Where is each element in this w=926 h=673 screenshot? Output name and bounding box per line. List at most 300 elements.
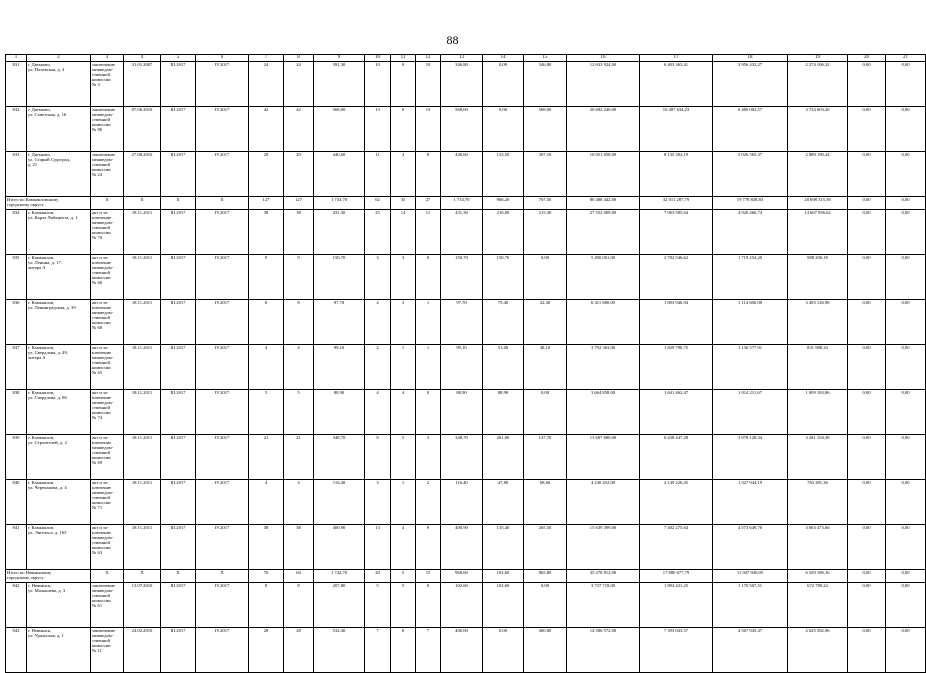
table-cell: 28 698 315,38 bbox=[788, 197, 848, 210]
table-cell: 3 663 473,66 bbox=[788, 525, 848, 570]
table-cell: 24.02.2010 bbox=[124, 628, 161, 673]
column-number-cell: 13 bbox=[441, 55, 483, 62]
table-cell: 0,00 bbox=[524, 390, 567, 435]
column-number-cell: 19 bbox=[788, 55, 848, 62]
table-cell: 348,70 bbox=[441, 435, 483, 480]
table-cell: 3 664 858,00 bbox=[567, 390, 640, 435]
table-cell: 0,00 bbox=[886, 300, 926, 345]
column-number-cell: 12 bbox=[416, 55, 441, 62]
table-cell: III.2017 bbox=[161, 480, 196, 525]
column-number-cell: 4 bbox=[124, 55, 161, 62]
table-cell: 0,00 bbox=[886, 583, 926, 628]
table-cell: 97,70 bbox=[314, 300, 365, 345]
table-cell: X bbox=[196, 197, 249, 210]
address-cell: г. Камышлов, ул. Энгельса, д. 165 bbox=[27, 525, 91, 570]
table-cell: 5 bbox=[391, 570, 416, 583]
table-cell: III.2017 bbox=[161, 435, 196, 480]
table-cell: X bbox=[91, 197, 124, 210]
table-cell: 207,80 bbox=[314, 583, 365, 628]
table-cell: 833 bbox=[6, 152, 27, 197]
table-cell: 431,30 bbox=[441, 210, 483, 255]
table-cell: 68,60 bbox=[524, 480, 567, 525]
column-number-cell: 1 bbox=[6, 55, 27, 62]
table-cell: 88,90 bbox=[483, 390, 524, 435]
table-cell: 9 bbox=[284, 255, 314, 300]
table-cell: 5 bbox=[391, 435, 416, 480]
table-cell: IV.2017 bbox=[196, 210, 249, 255]
table-cell: 1 bbox=[416, 300, 441, 345]
table-cell: 0,00 bbox=[848, 570, 886, 583]
table-cell: 15 639 399,00 bbox=[567, 525, 640, 570]
table-cell: 1 009 183,86 bbox=[788, 390, 848, 435]
table-cell: III.2017 bbox=[161, 107, 196, 152]
table-cell: 348,70 bbox=[314, 435, 365, 480]
table-cell: 4 bbox=[391, 525, 416, 570]
table-cell: 16 051 058,00 bbox=[567, 152, 640, 197]
table-row bbox=[6, 255, 926, 300]
subtotal-row bbox=[6, 570, 926, 583]
table-cell: 97,70 bbox=[441, 300, 483, 345]
table-cell: III.2017 bbox=[161, 152, 196, 197]
table-cell: 18.11.2011 bbox=[124, 300, 161, 345]
column-number-cell: 11 bbox=[391, 55, 416, 62]
table-cell: 10 487 634,23 bbox=[640, 107, 713, 152]
table-cell: X bbox=[161, 570, 196, 583]
table-cell: 2 625 582,96 bbox=[788, 628, 848, 673]
table-cell: X bbox=[161, 197, 196, 210]
table-cell: 0,00 bbox=[886, 255, 926, 300]
table-cell: 1 742,70 bbox=[314, 570, 365, 583]
table-cell: 22,30 bbox=[524, 300, 567, 345]
table-cell: 4 bbox=[249, 345, 284, 390]
document-cell: акт и за- ключение межведом- ственной комиссии № 69 bbox=[91, 435, 124, 480]
document-cell: акт и за- ключение межведом- ственной комиссии № 63 bbox=[91, 525, 124, 570]
column-number-cell: 17 bbox=[640, 55, 713, 62]
table-cell: 8 135 302,19 bbox=[640, 152, 713, 197]
table-cell: 38 bbox=[249, 210, 284, 255]
table-cell: 20 bbox=[365, 570, 391, 583]
table-cell: 0,00 bbox=[886, 390, 926, 435]
address-cell: г. Камышлов, ул. Ленина, д. 17, литера А bbox=[27, 255, 91, 300]
table-cell: 102,60 bbox=[483, 583, 524, 628]
table-row bbox=[6, 300, 926, 345]
table-cell: III.2017 bbox=[161, 525, 196, 570]
table-cell: 7 393 043,57 bbox=[640, 628, 713, 673]
table-cell: 6 350 186,16 bbox=[788, 570, 848, 583]
table-cell: 346,80 bbox=[441, 62, 483, 107]
table-cell: 133,50 bbox=[483, 152, 524, 197]
table-cell: 31.01.2007 bbox=[124, 62, 161, 107]
table-cell: 400,00 bbox=[441, 628, 483, 673]
table-cell: 24 bbox=[249, 62, 284, 107]
table-row bbox=[6, 107, 926, 152]
table-cell: 3 737 718,00 bbox=[567, 583, 640, 628]
table-cell: 99,10 bbox=[314, 345, 365, 390]
table-cell: 0 bbox=[391, 107, 416, 152]
table-cell: 835 bbox=[6, 255, 27, 300]
table-cell: 102,60 bbox=[483, 570, 524, 583]
table-cell: IV.2017 bbox=[196, 62, 249, 107]
table-cell: 0 bbox=[416, 390, 441, 435]
table-row bbox=[6, 628, 926, 673]
table-cell: 1 327 944,19 bbox=[713, 480, 788, 525]
table-cell: III.2017 bbox=[161, 300, 196, 345]
table-cell: 2 889 190,44 bbox=[788, 152, 848, 197]
column-number-cell: 14 bbox=[483, 55, 524, 62]
table-cell: 0 bbox=[391, 62, 416, 107]
table-cell: IV.2017 bbox=[196, 480, 249, 525]
table-cell: 2 274 106,32 bbox=[788, 62, 848, 107]
address-cell: г. Невьянск, ул. Уральская, д. 1 bbox=[27, 628, 91, 673]
table-cell: 13 697 680,00 bbox=[567, 435, 640, 480]
table-cell: 4 920 466,74 bbox=[713, 210, 788, 255]
table-cell: 842 bbox=[6, 583, 27, 628]
table-cell: 99,10 bbox=[441, 345, 483, 390]
table-cell: 832 bbox=[6, 107, 27, 152]
table-cell: 7 963 585,64 bbox=[640, 210, 713, 255]
table-cell: 127 bbox=[249, 197, 284, 210]
table-cell: 4 bbox=[284, 345, 314, 390]
table-cell: 4 bbox=[391, 390, 416, 435]
column-number-cell: 6 bbox=[196, 55, 249, 62]
table-row bbox=[6, 210, 926, 255]
table-cell: 672 789,24 bbox=[788, 583, 848, 628]
document-cell: заключение межведом- ственной комиссии № 11 bbox=[91, 628, 124, 673]
table-cell: 0,00 bbox=[886, 62, 926, 107]
table-cell: 0,00 bbox=[886, 628, 926, 673]
table-cell: IV.2017 bbox=[196, 107, 249, 152]
table-cell: 8 bbox=[416, 152, 441, 197]
table-cell: 27.08.2010 bbox=[124, 152, 161, 197]
table-row bbox=[6, 62, 926, 107]
table-cell: 5 490 001,00 bbox=[567, 255, 640, 300]
table-cell: IV.2017 bbox=[196, 628, 249, 673]
table-cell: 116,40 bbox=[441, 480, 483, 525]
table-cell: 0,00 bbox=[886, 210, 926, 255]
table-cell: 1 114 606,08 bbox=[713, 300, 788, 345]
table-cell: 0,00 bbox=[886, 570, 926, 583]
column-number-cell: 3 bbox=[91, 55, 124, 62]
document-cell: акт и за- ключение межведом- ственной комиссии № 70 bbox=[91, 210, 124, 255]
table-cell: 0,00 bbox=[848, 480, 886, 525]
table-cell: IV.2017 bbox=[196, 152, 249, 197]
table-cell: 1 bbox=[416, 345, 441, 390]
table-cell: 42 bbox=[249, 107, 284, 152]
address-cell: г. Дятьково, ул. Старый Судоград, д. 21 bbox=[27, 152, 91, 197]
table-cell: 150,70 bbox=[483, 255, 524, 300]
table-cell: 440,60 bbox=[441, 152, 483, 197]
table-cell: 14 bbox=[391, 210, 416, 255]
table-cell: 0 bbox=[391, 628, 416, 673]
table-cell: 1 829 796,75 bbox=[640, 345, 713, 390]
table-cell: X bbox=[124, 197, 161, 210]
table-cell: 18.11.2011 bbox=[124, 480, 161, 525]
table-cell: 0 bbox=[416, 255, 441, 300]
table-cell: 47,80 bbox=[483, 480, 524, 525]
table-cell: 841 bbox=[6, 525, 27, 570]
column-number-cell: 2 bbox=[27, 55, 91, 62]
document-cell: акт и за- ключение межведом- ственной комиссии № 65 bbox=[91, 345, 124, 390]
address-cell: г. Дятьково, ул. Советская, д. 16 bbox=[27, 107, 91, 152]
table-cell: X bbox=[196, 570, 249, 583]
table-cell: 0,00 bbox=[848, 210, 886, 255]
table-cell: 1 bbox=[391, 345, 416, 390]
table-cell: 127 bbox=[284, 197, 314, 210]
document-cell: заключение межведом- ственной комиссии № 3 bbox=[91, 62, 124, 107]
table-cell: 0,00 bbox=[524, 255, 567, 300]
address-cell: г. Камышлов, ул. Строителей, д. 2 bbox=[27, 435, 91, 480]
table-cell: 0,00 bbox=[848, 62, 886, 107]
table-cell: 0,00 bbox=[848, 255, 886, 300]
table-cell: 28 bbox=[249, 628, 284, 673]
column-number-cell: 16 bbox=[567, 55, 640, 62]
address-cell: г. Камышлов, ул. Черепанова, д. 4 bbox=[27, 480, 91, 525]
column-number-cell: 15 bbox=[524, 55, 567, 62]
table-row bbox=[6, 390, 926, 435]
table-cell: 0,00 bbox=[886, 345, 926, 390]
table-cell: IV.2017 bbox=[196, 345, 249, 390]
table-cell: 1 894 421,25 bbox=[640, 583, 713, 628]
subtotal-label: Итого по Камышловскому городскому округу bbox=[6, 197, 91, 210]
table-cell: 2 149 226,45 bbox=[640, 480, 713, 525]
table-cell: 88,90 bbox=[441, 390, 483, 435]
table-cell: 21 bbox=[284, 435, 314, 480]
table-cell: 18.11.2011 bbox=[124, 435, 161, 480]
column-number-cell: 7 bbox=[249, 55, 284, 62]
table-cell: 3 bbox=[365, 255, 391, 300]
table-cell: 0,00 bbox=[848, 628, 886, 673]
address-cell: г. Дятьково, ул. Полевская, д. 4 bbox=[27, 62, 91, 107]
table-cell: IV.2017 bbox=[196, 435, 249, 480]
table-cell: 76 bbox=[249, 570, 284, 583]
table-cell: 0,00 bbox=[848, 435, 886, 480]
table-cell: 988 200,18 bbox=[788, 255, 848, 300]
table-cell: 3 281 104,38 bbox=[788, 435, 848, 480]
table-cell: 3 bbox=[391, 300, 416, 345]
table-cell: 0,00 bbox=[848, 390, 886, 435]
table-cell: 38 bbox=[284, 210, 314, 255]
table-cell: 831 988,34 bbox=[788, 345, 848, 390]
table-cell: 6 411 680,00 bbox=[567, 300, 640, 345]
table-cell: 9 bbox=[416, 525, 441, 570]
table-cell: 0,00 bbox=[483, 62, 524, 107]
column-number-cell: 20 bbox=[848, 55, 886, 62]
table-cell: 13.07.2010 bbox=[124, 583, 161, 628]
table-cell: 763 281,36 bbox=[788, 480, 848, 525]
table-cell: 17 880 677,79 bbox=[640, 570, 713, 583]
table-cell: 837 bbox=[6, 345, 27, 390]
table-cell: 15 bbox=[416, 570, 441, 583]
address-cell: г. Камышлов, ул. Ленинградская, д. 39 bbox=[27, 300, 91, 345]
table-cell: 1 130 577,91 bbox=[713, 345, 788, 390]
column-number-cell: 21 bbox=[886, 55, 926, 62]
table-cell: 0,00 bbox=[886, 435, 926, 480]
table-cell: 3 bbox=[391, 255, 416, 300]
table-cell: 29 bbox=[284, 152, 314, 197]
table-cell: 0,00 bbox=[483, 107, 524, 152]
table-cell: 24 bbox=[284, 62, 314, 107]
table-cell: 14 667 956,62 bbox=[788, 210, 848, 255]
column-number-row bbox=[6, 55, 926, 62]
address-cell: г. Камышлов, ул. Свердлова, д. 49, литера А bbox=[27, 345, 91, 390]
table-cell: 838 bbox=[6, 390, 27, 435]
document-cell: акт и за- ключение межведом- ственной комиссии № 66 bbox=[91, 255, 124, 300]
table-cell: 5 bbox=[249, 390, 284, 435]
table-cell: 18.11.2011 bbox=[124, 210, 161, 255]
table-cell: 1 733,70 bbox=[441, 197, 483, 210]
table-cell: 5 bbox=[284, 390, 314, 435]
subtotal-label: Итого по Невьянскому городскому округу bbox=[6, 570, 91, 583]
table-cell: 35 278 812,00 bbox=[567, 570, 640, 583]
table-cell: 440,60 bbox=[314, 152, 365, 197]
column-number-cell: 9 bbox=[314, 55, 365, 62]
table-cell: 13 bbox=[365, 107, 391, 152]
table-cell: 1 803 946,94 bbox=[640, 300, 713, 345]
table-cell: 88,90 bbox=[314, 390, 365, 435]
table-cell: IV.2017 bbox=[196, 583, 249, 628]
table-cell: 4 573 649,70 bbox=[713, 525, 788, 570]
table-cell: 150,70 bbox=[441, 255, 483, 300]
table-cell: 135,40 bbox=[483, 525, 524, 570]
table-cell: 25 bbox=[365, 210, 391, 255]
document-cell: акт и за- ключение межведом- ственной комиссии № 68 bbox=[91, 300, 124, 345]
table-cell: 20 692 240,00 bbox=[567, 107, 640, 152]
table-cell: 3 956 432,27 bbox=[713, 62, 788, 107]
table-cell: 568,00 bbox=[314, 107, 365, 152]
table-cell: 0,00 bbox=[886, 480, 926, 525]
table-cell: IV.2017 bbox=[196, 525, 249, 570]
table-cell: 843 bbox=[6, 628, 27, 673]
table-cell: 839 bbox=[6, 435, 27, 480]
table-cell: 3 978 128,34 bbox=[713, 435, 788, 480]
table-cell: IV.2017 bbox=[196, 390, 249, 435]
table-row bbox=[6, 583, 926, 628]
subtotal-row bbox=[6, 197, 926, 210]
table-cell: 0,00 bbox=[886, 107, 926, 152]
table-cell: 0,00 bbox=[886, 525, 926, 570]
table-cell: III.2017 bbox=[161, 255, 196, 300]
column-number-cell: 5 bbox=[161, 55, 196, 62]
table-cell: 1 733,70 bbox=[314, 197, 365, 210]
table-cell: 102,60 bbox=[441, 583, 483, 628]
table-cell: 840 bbox=[6, 480, 27, 525]
table-cell: 3 724 603,20 bbox=[788, 107, 848, 152]
table-cell: 10 bbox=[365, 62, 391, 107]
table-cell: 5 026 565,37 bbox=[713, 152, 788, 197]
table-row bbox=[6, 525, 926, 570]
table-cell: III.2017 bbox=[161, 210, 196, 255]
table-cell: 21 bbox=[249, 435, 284, 480]
table-cell: 9 bbox=[249, 255, 284, 300]
table-cell: 836 bbox=[6, 300, 27, 345]
document-cell: заключение межведом- ственной комиссии № 61 bbox=[91, 583, 124, 628]
table-cell: 568,00 bbox=[441, 107, 483, 152]
table-cell: 0,00 bbox=[848, 583, 886, 628]
table-cell: 6 480 002,57 bbox=[713, 107, 788, 152]
table-cell: 147,70 bbox=[524, 435, 567, 480]
table-cell: 62 bbox=[365, 197, 391, 210]
table-cell: 0,00 bbox=[524, 583, 567, 628]
table-cell: 4 bbox=[249, 480, 284, 525]
table-cell: 0,00 bbox=[848, 345, 886, 390]
column-number-cell: 8 bbox=[284, 55, 314, 62]
table-cell: 391,30 bbox=[314, 62, 365, 107]
table-cell: 5 bbox=[365, 583, 391, 628]
table-cell: 1 641 462,47 bbox=[640, 390, 713, 435]
table-cell: 27 552 009,00 bbox=[567, 210, 640, 255]
table-cell: 4 240 452,00 bbox=[567, 480, 640, 525]
address-cell: г. Камышлов, ул. Свердлова, д. 86 bbox=[27, 390, 91, 435]
table-cell: 215,30 bbox=[524, 210, 567, 255]
table-cell: 11 047 940,05 bbox=[713, 570, 788, 583]
table-cell: III.2017 bbox=[161, 583, 196, 628]
table-cell: 968,60 bbox=[441, 570, 483, 583]
table-cell: 0 bbox=[416, 583, 441, 628]
table-cell: 4 bbox=[284, 480, 314, 525]
table-cell: 4 bbox=[365, 390, 391, 435]
table-row bbox=[6, 480, 926, 525]
table-cell: III.2017 bbox=[161, 62, 196, 107]
table-row bbox=[6, 152, 926, 197]
resettlement-register-table bbox=[5, 54, 926, 673]
table-cell: 0,00 bbox=[848, 525, 886, 570]
table-cell: 431,30 bbox=[314, 210, 365, 255]
address-cell: г. Камышлов, ул. Карла Либкнехта, д. 1 bbox=[27, 210, 91, 255]
table-cell: III.2017 bbox=[161, 390, 196, 435]
table-cell: 400,90 bbox=[314, 525, 365, 570]
column-number-cell: 10 bbox=[365, 55, 391, 62]
table-cell: 3 493 126,98 bbox=[788, 300, 848, 345]
table-cell: 3 bbox=[365, 480, 391, 525]
table-cell: IV.2017 bbox=[196, 255, 249, 300]
document-cell: заключение межведом- ственной комиссии № 24 bbox=[91, 152, 124, 197]
table-cell: 0,00 bbox=[848, 197, 886, 210]
table-cell: 0,00 bbox=[848, 107, 886, 152]
table-cell: IV.2017 bbox=[196, 300, 249, 345]
table-cell: 38 bbox=[284, 525, 314, 570]
table-cell: 19 778 838,83 bbox=[713, 197, 788, 210]
table-cell: 0,00 bbox=[886, 197, 926, 210]
table-cell: 966,20 bbox=[483, 197, 524, 210]
table-cell: 865,80 bbox=[524, 570, 567, 583]
table-cell: 2 782 546,62 bbox=[640, 255, 713, 300]
table-cell: X bbox=[91, 570, 124, 583]
table-cell: 400,90 bbox=[441, 525, 483, 570]
table-cell: 767,50 bbox=[524, 197, 567, 210]
table-cell: 116,40 bbox=[314, 480, 365, 525]
table-cell: 265,50 bbox=[524, 525, 567, 570]
table-row bbox=[6, 435, 926, 480]
table-cell: 0,00 bbox=[848, 152, 886, 197]
table-cell: 18.11.2011 bbox=[124, 345, 161, 390]
table-cell: 8 bbox=[284, 583, 314, 628]
table-cell: 1 bbox=[391, 480, 416, 525]
table-cell: 18.11.2011 bbox=[124, 255, 161, 300]
table-cell: 1 014 211,67 bbox=[713, 390, 788, 435]
document-cell: акт и за- ключение межведом- ственной комиссии № 74 bbox=[91, 390, 124, 435]
table-cell: 07.06.2010 bbox=[124, 107, 161, 152]
table-cell: 13 bbox=[365, 525, 391, 570]
table-cell: 0,00 bbox=[848, 300, 886, 345]
table-cell: 42 bbox=[284, 107, 314, 152]
table-cell: III.2017 bbox=[161, 628, 196, 673]
table-cell: 48,10 bbox=[524, 345, 567, 390]
table-cell: 568,00 bbox=[524, 107, 567, 152]
table-cell: 1 170 507,51 bbox=[713, 583, 788, 628]
page-number: 88 bbox=[446, 33, 459, 47]
table-cell: 400,00 bbox=[524, 628, 567, 673]
table-cell: 80 488 442,00 bbox=[567, 197, 640, 210]
